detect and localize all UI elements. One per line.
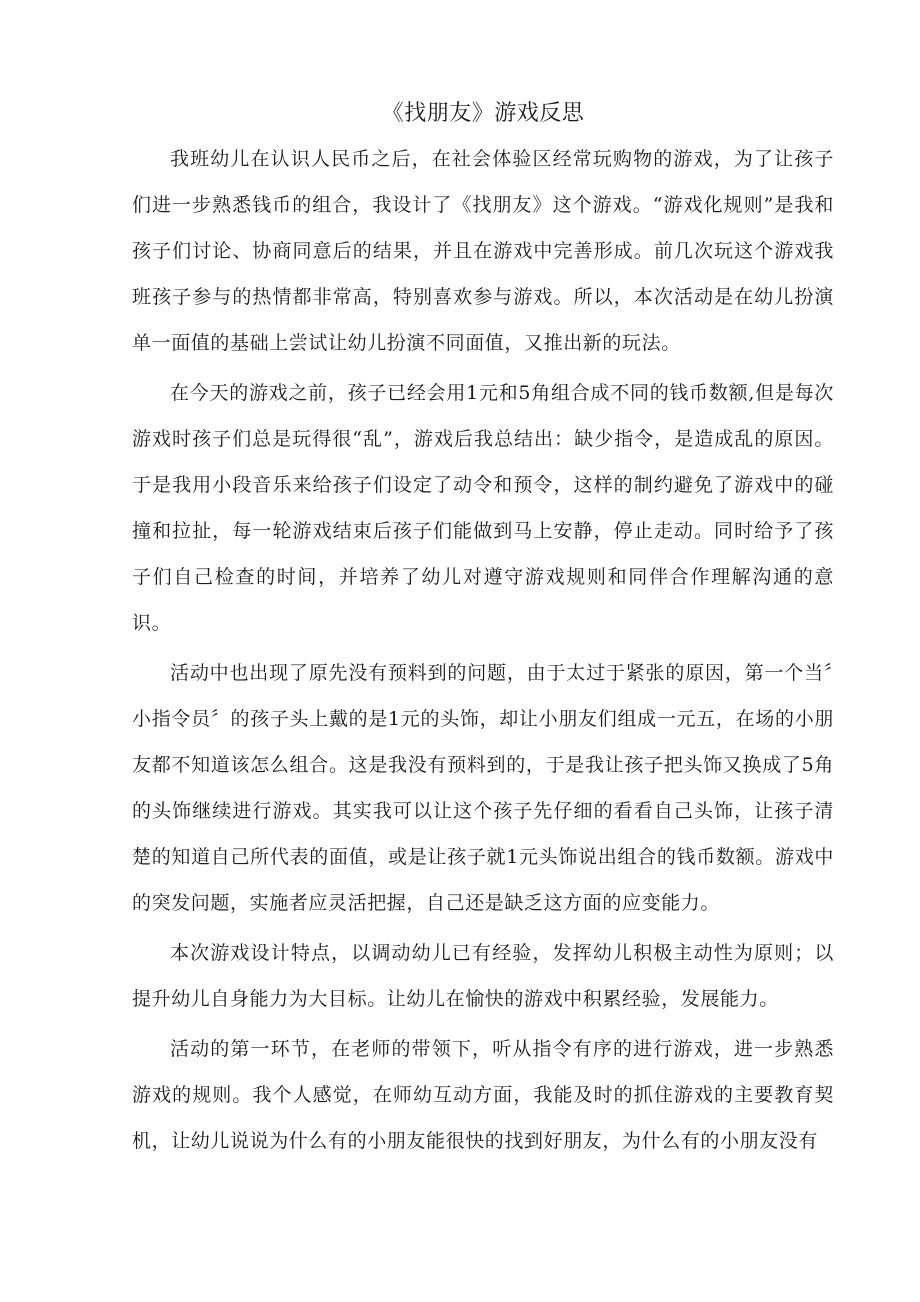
paragraph-1: 我班幼儿在认识人民币之后，在社会体验区经常玩购物的游戏，为了让孩子们进一步熟悉钱币的组合，我设计了《找朋友》这个游戏。“游戏化规则”是我和孩子们讨论、协商同意后的结果，并且在游戏中完善形成。前几次玩这个游戏我班孩子参与的热情都非常高，特别喜欢参与游戏。所以，本次活动是在幼儿扮演单一面值的基础上尝试让幼儿扮演不同面值，又推出新的玩法。 — [132, 148, 834, 354]
paragraph-2: 在今天的游戏之前，孩子已经会用1元和5角组合成不同的钱币数额,但是每次游戏时孩子们总是玩得很“乱”，游戏后我总结出：缺少指令，是造成乱的原因。于是我用小段音乐来给孩子们设定了动令和预令，这样的制约避免了游戏中的碰撞和拉扯，每一轮游戏结束后孩子们能做到马上安静，停止走动。同时给予了孩子们自己检查的时间，并培养了幼儿对遵守游戏规则和同伴合作理解沟通的意识。 — [132, 382, 834, 634]
paragraph-3: 活动中也出现了原先没有预料到的问题，由于太过于紧张的原因，第一个当〞小指令员〞的孩子头上戴的是1元的头饰，却让小朋友们组成一元五，在场的小朋友都不知道该怎么组合。这是我没有预料到的，于是我让孩子把头饰又换成了5角的头饰继续进行游戏。其实我可以让这个孩子先仔细的看看自己头饰，让孩子清楚的知道自己所代表的面值，或是让孩子就1元头饰说出组合的钱币数额。游戏中的突发问题，实施者应灵活把握，自己还是缺乏这方面的应变能力。 — [132, 662, 834, 914]
paragraph-4: 本次游戏设计特点，以调动幼儿已有经验，发挥幼儿积极主动性为原则；以提升幼儿自身能力为大目标。让幼儿在愉快的游戏中积累经验，发展能力。 — [132, 942, 834, 1010]
document-body — [132, 136, 834, 1164]
paragraph-5: 活动的第一环节，在老师的带领下，听从指令有序的进行游戏，进一步熟悉游戏的规则。我个人感觉，在师幼互动方面，我能及时的抓住游戏的主要教育契机，让幼儿说说为什么有的小朋友能很快的找到好朋友，为什么有的小朋友没有 — [132, 1038, 834, 1152]
document-title: 《找朋友》游戏反思 — [381, 101, 585, 126]
